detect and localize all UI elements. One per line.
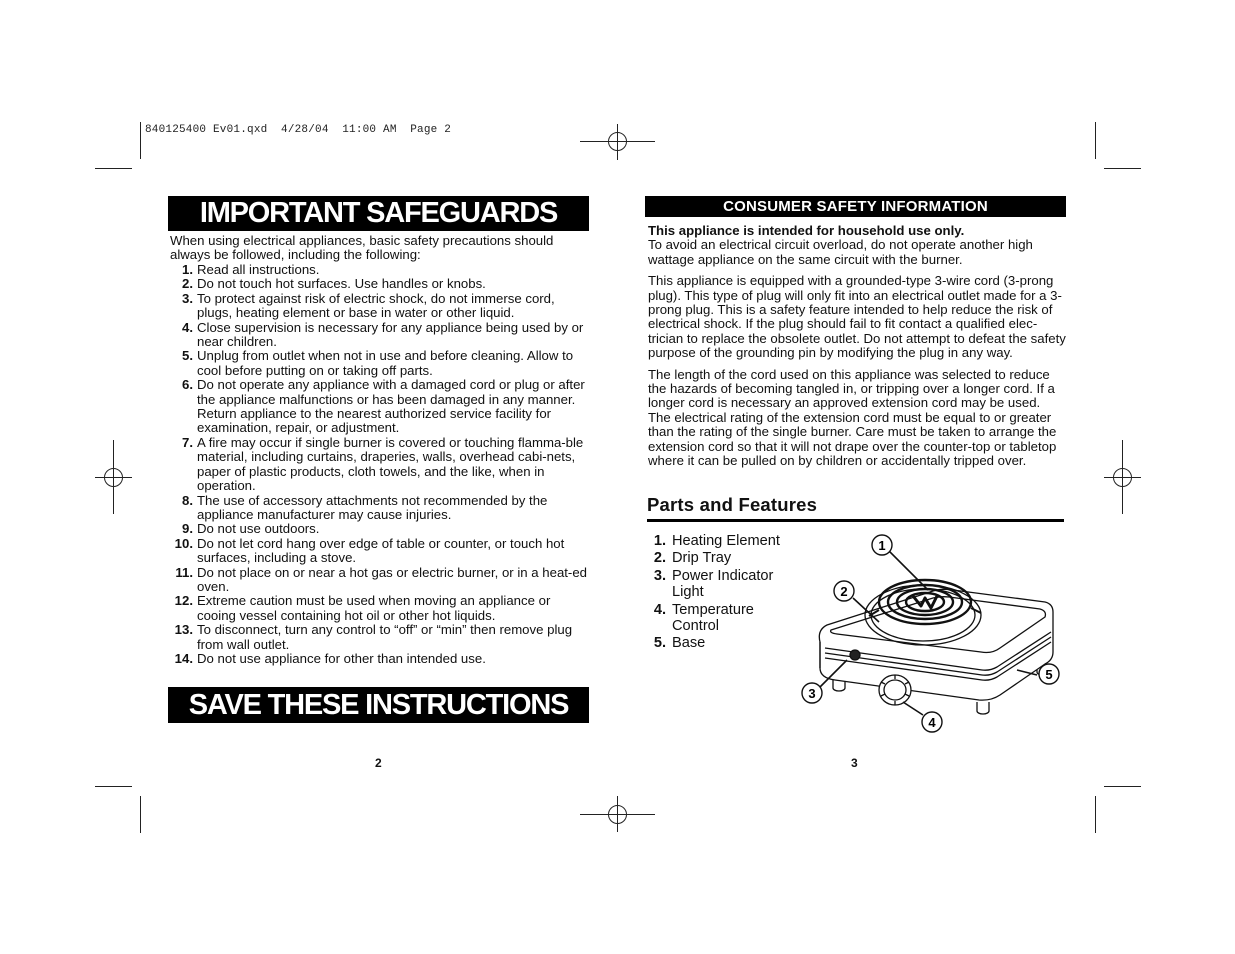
list-item: 4. Close supervision is necessary for any appliance being used by or near children. bbox=[182, 319, 584, 350]
paragraph: To avoid an electrical circuit overload, do not operate another high wattage appliance on the same circuit with the burner. bbox=[648, 237, 1033, 267]
callout-4 bbox=[922, 712, 942, 732]
parts-list bbox=[648, 533, 798, 653]
callout-3 bbox=[802, 683, 822, 703]
heading-rule bbox=[647, 519, 1064, 522]
list-item: 9. Do not use outdoors. bbox=[182, 521, 320, 537]
svg-text:1: 1 bbox=[878, 538, 886, 553]
consumer-safety-text bbox=[648, 224, 1066, 476]
list-item: 13. To disconnect, turn any control to “off” or “min” then remove plug from wall outlet. bbox=[174, 622, 573, 652]
list-item: 1. Heating Element bbox=[653, 533, 780, 549]
list-item: 2. Do not touch hot surfaces. Use handles or knobs. bbox=[182, 276, 486, 292]
list-item: 12. Extreme caution must be used when moving an appliance or cooing vessel containing hot oil or other hot liquids. bbox=[174, 593, 551, 623]
page-number-left: 2 bbox=[375, 756, 382, 770]
svg-text:4: 4 bbox=[928, 715, 936, 730]
svg-text:2: 2 bbox=[840, 584, 848, 599]
svg-text:3: 3 bbox=[808, 686, 816, 701]
list-item: 14. Do not use appliance for other than intended use. bbox=[174, 650, 486, 666]
svg-text:5: 5 bbox=[1045, 667, 1053, 682]
list-item: 10. Do not let cord hang over edge of table or counter, or touch hot surfaces, including a stove. bbox=[174, 535, 565, 566]
list-item: 7. A fire may occur if single burner is covered or touching flamma-ble material, including curtains, draperies, walls, overhead cabi-nets, paper of plastic products, cloth towels, and the like, when in operation. bbox=[182, 434, 584, 494]
consumer-safety-heading: CONSUMER SAFETY INFORMATION bbox=[645, 196, 1066, 217]
list-item: 11. Do not place on or near a hot gas or electric burner, or in a heat-ed oven. bbox=[175, 564, 587, 594]
callout-2 bbox=[834, 581, 854, 601]
list-item: 3. Power Indicator Light bbox=[653, 567, 774, 601]
safeguards-intro: When using electrical appliances, basic safety precautions should always be followed, including the following: bbox=[170, 233, 554, 263]
list-item: 5. Base bbox=[653, 635, 706, 652]
household-use-note: This appliance is intended for household use only. bbox=[648, 223, 965, 238]
callout-5 bbox=[1039, 664, 1059, 684]
print-slug: 840125400 Ev01.qxd 4/28/04 11:00 AM Page 2 bbox=[145, 124, 452, 136]
parts-features-heading: Parts and Features bbox=[647, 494, 818, 515]
list-item: 2. Drip Tray bbox=[653, 550, 732, 567]
callout-1 bbox=[872, 535, 892, 555]
paragraph: This appliance is equipped with a grounded-type 3-wire cord (3-prong plug). This type of plug will only fit into an electrical outlet made for a 3-prong plug. This is a safety feature intended to help reduce the risk of electrical shock. If the plug should fail to fit contact a qualified elec-trician to replace the obsolete outlet. Do not attempt to defeat the safety purpose of the grounding pin by modifying the plug in any way. bbox=[648, 273, 1066, 361]
burner-illustration bbox=[795, 530, 1065, 735]
list-item: 5. Unplug from outlet when not in use and before cleaning. Allow to cool before putting on or taking off parts. bbox=[182, 348, 574, 378]
save-instructions-heading: SAVE THESE INSTRUCTIONS bbox=[168, 687, 589, 723]
list-item: 1. Read all instructions. bbox=[182, 262, 320, 277]
list-item: 6. Do not operate any appliance with a damaged cord or plug or after the appliance malfunctions or has been damaged in any manner. Return appliance to the nearest authorized service facility for examination, repair, or adjustment. bbox=[182, 377, 585, 436]
list-item: 3. To protect against risk of electric shock, do not immerse cord, plugs, heating element or base in water or other liquid. bbox=[182, 290, 555, 321]
paragraph: The length of the cord used on this appliance was selected to reduce the hazards of becoming tangled in, or tripping over a longer cord. If a longer cord is necessary an approved extension cord may be used. The electrical rating of the extension cord must be equal to or greater than the rating of the single burner. Care must be taken to arrange the extension cord so that it will not drape over the counter-top or tabletop where it can be pulled on by children or accidentally tripped over. bbox=[648, 366, 1057, 469]
list-item: 4. Temperature Control bbox=[653, 601, 754, 635]
safeguards-list bbox=[170, 263, 590, 666]
page-number-right: 3 bbox=[851, 756, 858, 770]
important-safeguards-heading: IMPORTANT SAFEGUARDS bbox=[168, 196, 589, 231]
list-item: 8. The use of accessory attachments not recommended by the appliance manufacturer may cause injuries. bbox=[182, 492, 548, 522]
